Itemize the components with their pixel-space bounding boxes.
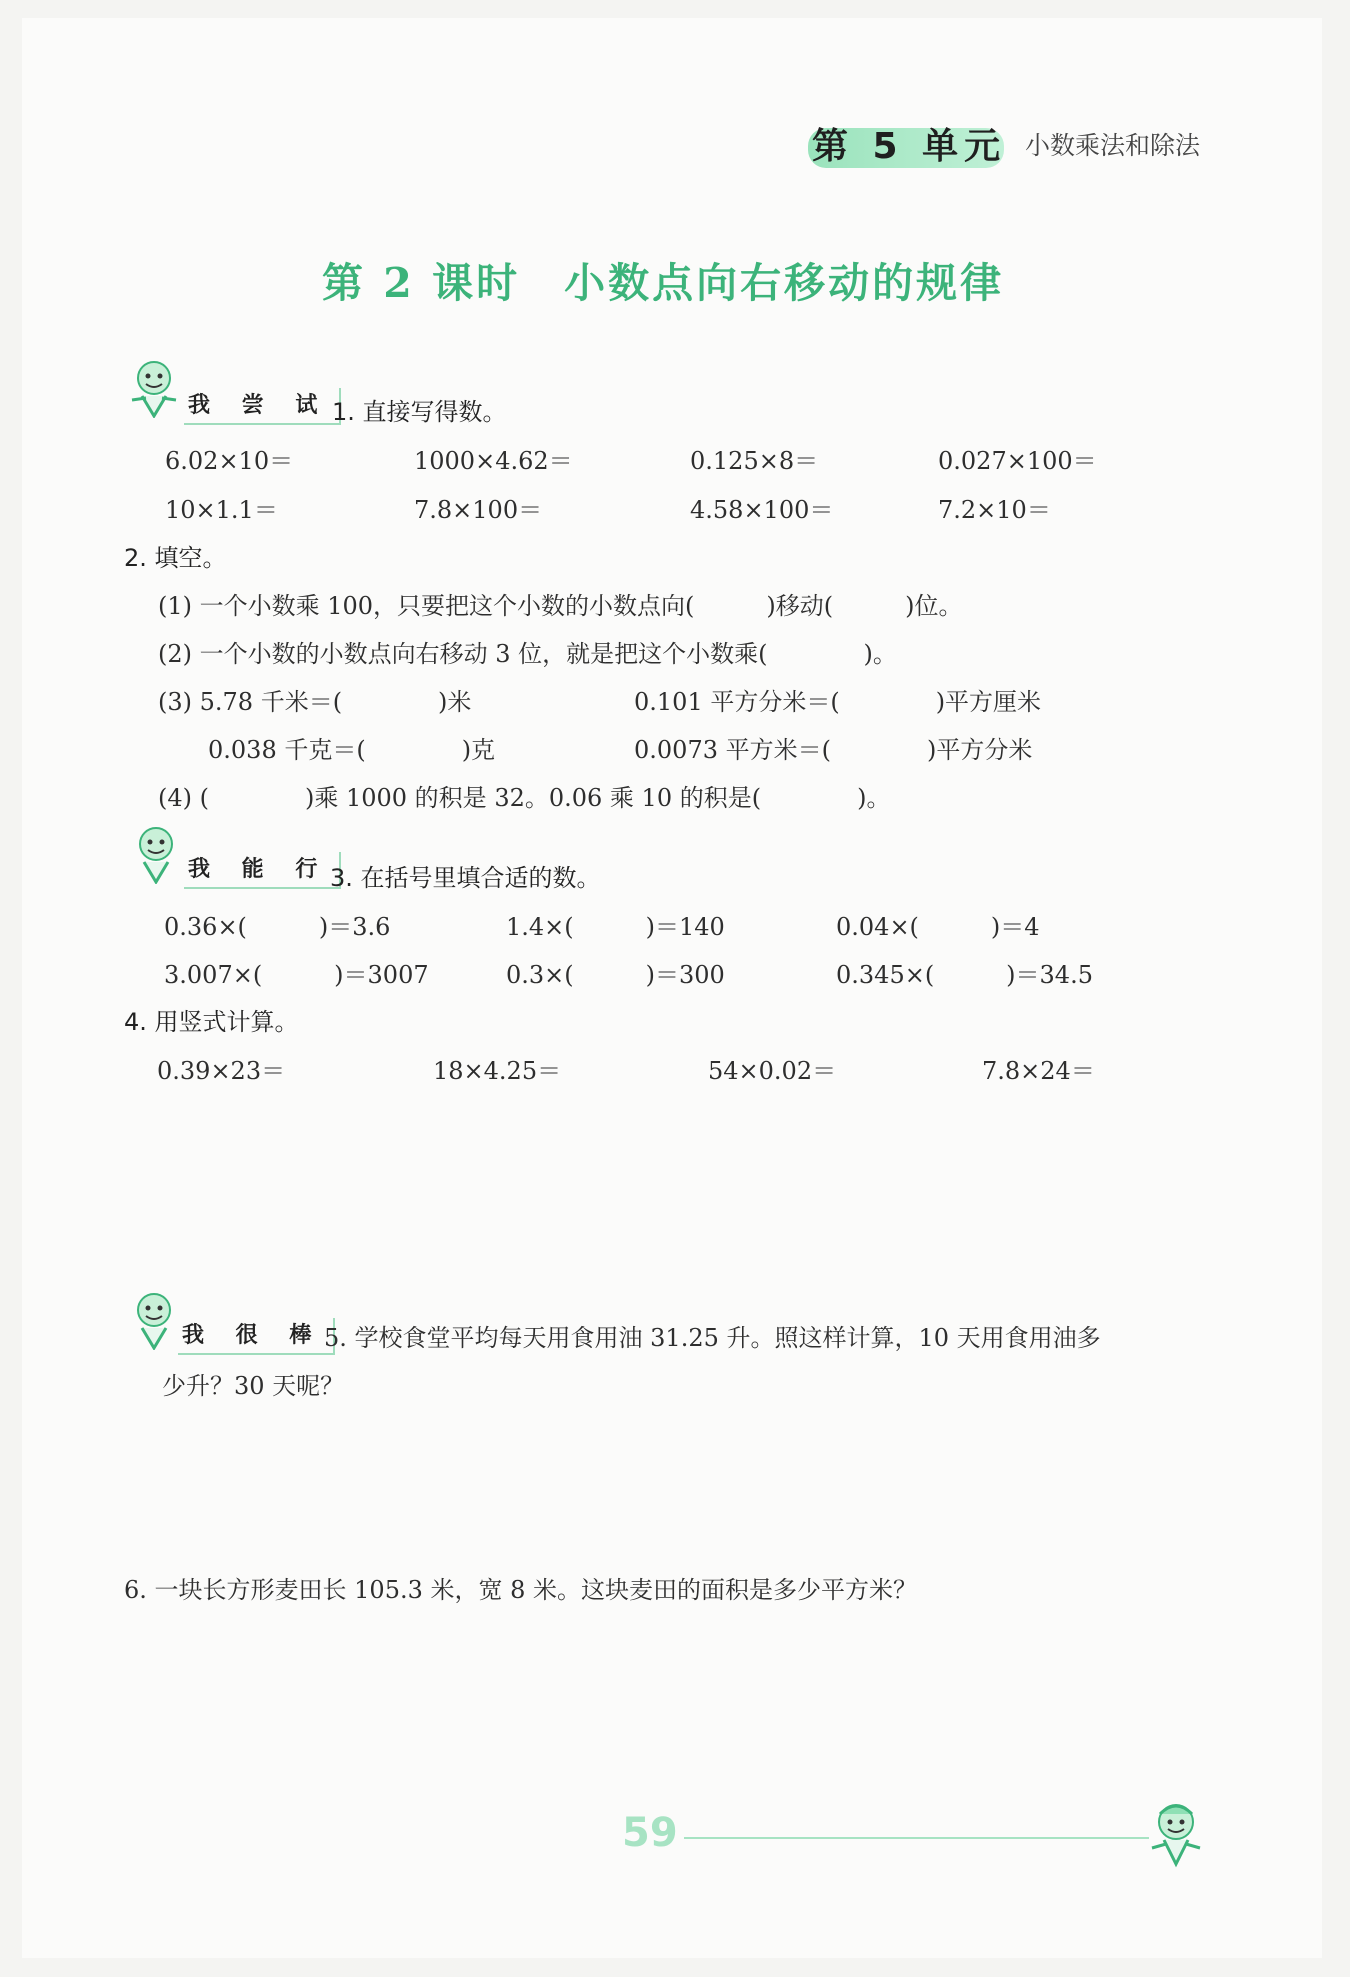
footer-divider: [684, 1837, 1149, 1839]
q4-item: 7.8×24＝: [982, 1057, 1095, 1085]
mascot-footer-icon: [1142, 1798, 1212, 1872]
q1-item: 1000×4.62＝: [414, 447, 573, 475]
q2-line-3a: (3) 5.78 千米＝( )米: [158, 688, 472, 716]
q3-item: 3.007×( )＝3007: [164, 961, 429, 989]
question-5-line-2: 少升？30 天呢？: [162, 1372, 345, 1400]
page-number: 59: [622, 1810, 678, 1856]
question-3-title: 3. 在括号里填合适的数。: [330, 864, 601, 892]
unit-title: 第 5 单元: [812, 126, 1007, 167]
q2-line-2: (2) 一个小数的小数点向右移动 3 位，就是把这个小数乘( )。: [158, 640, 897, 668]
q1-item: 0.027×100＝: [938, 447, 1097, 475]
q3-item: 0.345×( )＝34.5: [836, 961, 1093, 989]
unit-subtitle: 小数乘法和除法: [1025, 131, 1201, 160]
q1-item: 7.8×100＝: [414, 496, 543, 524]
q3-item: 1.4×( )＝140: [506, 913, 725, 941]
q2-line-1: (1) 一个小数乘 100，只要把这个小数的小数点向( )移动( )位。: [158, 592, 963, 620]
question-4-title: 4. 用竖式计算。: [124, 1008, 299, 1036]
q4-item: 0.39×23＝: [157, 1057, 286, 1085]
q2-line-4: (4) ( )乘 1000 的积是 32。0.06 乘 10 的积是( )。: [158, 784, 891, 812]
q1-item: 4.58×100＝: [690, 496, 834, 524]
q2-line-3b: 0.101 平方分米＝( )平方厘米: [634, 688, 1042, 716]
q3-item: 0.3×( )＝300: [506, 961, 725, 989]
q1-item: 10×1.1＝: [165, 496, 278, 524]
q4-item: 18×4.25＝: [433, 1057, 562, 1085]
mascot-try-icon: [124, 356, 182, 418]
mascot-can-icon: [128, 822, 182, 884]
lesson-title: 第 2 课时 小数点向右移动的规律: [322, 259, 1005, 307]
q1-item: 0.125×8＝: [690, 447, 819, 475]
section-badge-try: 我 尝 试: [184, 388, 341, 425]
q1-item: 7.2×10＝: [938, 496, 1051, 524]
q2-line-3d: 0.0073 平方米＝( )平方分米: [634, 736, 1033, 764]
q3-item: 0.36×( )＝3.6: [164, 913, 391, 941]
question-2-title: 2. 填空。: [124, 544, 227, 572]
question-1-title: 1. 直接写得数。: [332, 398, 507, 426]
q4-item: 54×0.02＝: [708, 1057, 837, 1085]
mascot-great-icon: [126, 1288, 180, 1350]
q3-item: 0.04×( )＝4: [836, 913, 1040, 941]
question-5-line-1: 5. 学校食堂平均每天用食用油 31.25 升。照这样计算，10 天用食用油多: [324, 1324, 1101, 1352]
question-6: 6. 一块长方形麦田长 105.3 米，宽 8 米。这块麦田的面积是多少平方米？: [124, 1576, 918, 1604]
section-badge-can: 我 能 行: [184, 852, 341, 889]
q2-line-3c: 0.038 千克＝( )克: [208, 736, 496, 764]
q1-item: 6.02×10＝: [165, 447, 294, 475]
section-badge-great: 我 很 棒: [178, 1318, 335, 1355]
